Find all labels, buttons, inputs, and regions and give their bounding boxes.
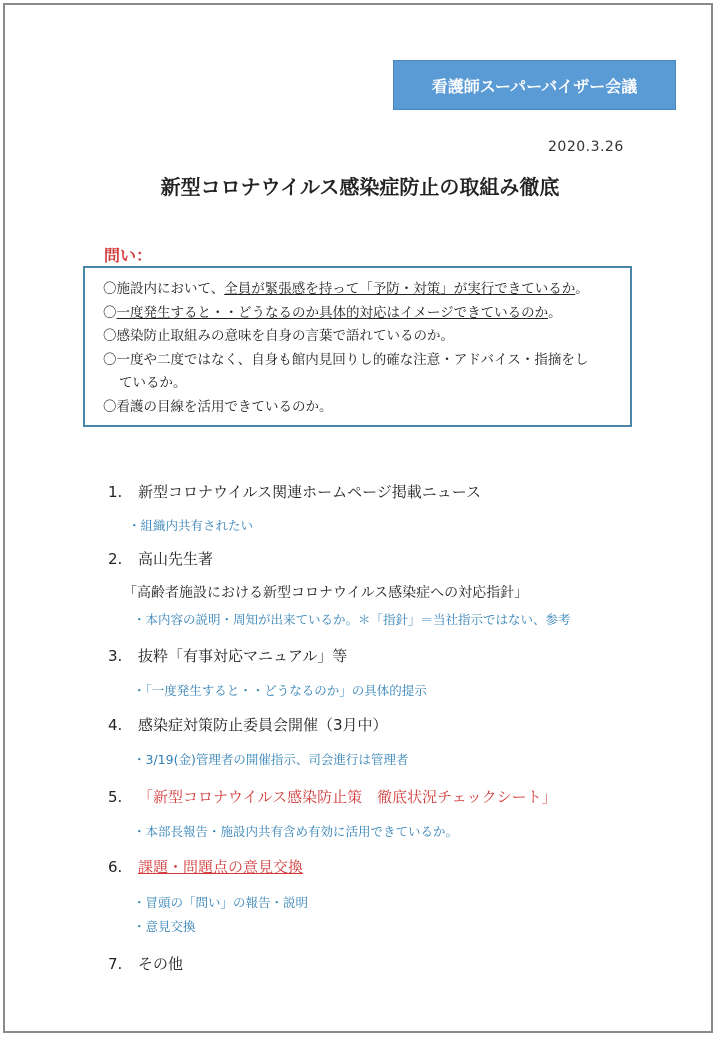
agenda-item-5: 5. 「新型コロナウイルス感染防止策 徹底状況チェックシート」: [108, 788, 557, 806]
question-line: 〇看護の目線を活用できているのか。: [103, 398, 333, 415]
agenda-note: ・意見交換: [133, 919, 196, 934]
agenda-item-1: 1. 新型コロナウイルス関連ホームページ掲載ニュース: [108, 483, 482, 501]
question-line: 〇一度発生すると・・どうなるのか具体的対応はイメージできているのか。: [103, 304, 562, 321]
question-line: 〇施設内において、全員が緊張感を持って「予防・対策」が実行できているか。: [103, 281, 589, 297]
questions-label: 問い：: [104, 246, 153, 265]
document-date: 2020.3.26: [548, 139, 624, 155]
agenda-item-4: 4. 感染症対策防止委員会開催（3月中）: [108, 716, 388, 734]
questions-box: [83, 266, 632, 427]
question-line: 〇感染防止取組みの意味を自身の言葉で語れているのか。: [103, 328, 454, 344]
agenda-item-2: 2. 高山先生著: [108, 550, 214, 568]
agenda-item-6: 6. 課題・問題点の意見交換: [108, 858, 304, 876]
page-title: 新型コロナウイルス感染症防止の取組み徹底: [160, 175, 560, 199]
agenda-note: ・組織内共有されたい: [128, 518, 254, 533]
guideline-title: 「高齢者施設における新型コロナウイルス感染症への対応指針」: [123, 585, 529, 601]
agenda-note: ・「一度発生すると・・どうなるのか」の具体的提示: [133, 683, 427, 698]
agenda-note: ・本部長報告・施設内共有含め有効に活用できているか。: [133, 824, 459, 839]
meeting-tag: 看護師スーパーバイザー会議: [393, 60, 676, 110]
agenda-note: ・冒頭の「問い」の報告・説明: [133, 895, 309, 910]
agenda-note: ・本内容の説明・周知が出来ているか。＊「指針」＝当社指示ではない、参考: [133, 612, 571, 627]
question-line: 〇一度や二度ではなく、自身も館内見回りし的確な注意・アドバイス・指摘をし: [103, 351, 589, 368]
page-border: [3, 3, 713, 1033]
agenda-note: ・3/19(金)管理者の開催指示、司会進行は管理者: [133, 752, 409, 767]
agenda-item-7: 7. その他: [108, 955, 184, 973]
agenda-item-3: 3. 抜粋「有事対応マニュアル」等: [108, 647, 348, 665]
question-line: ているか。: [119, 375, 187, 391]
